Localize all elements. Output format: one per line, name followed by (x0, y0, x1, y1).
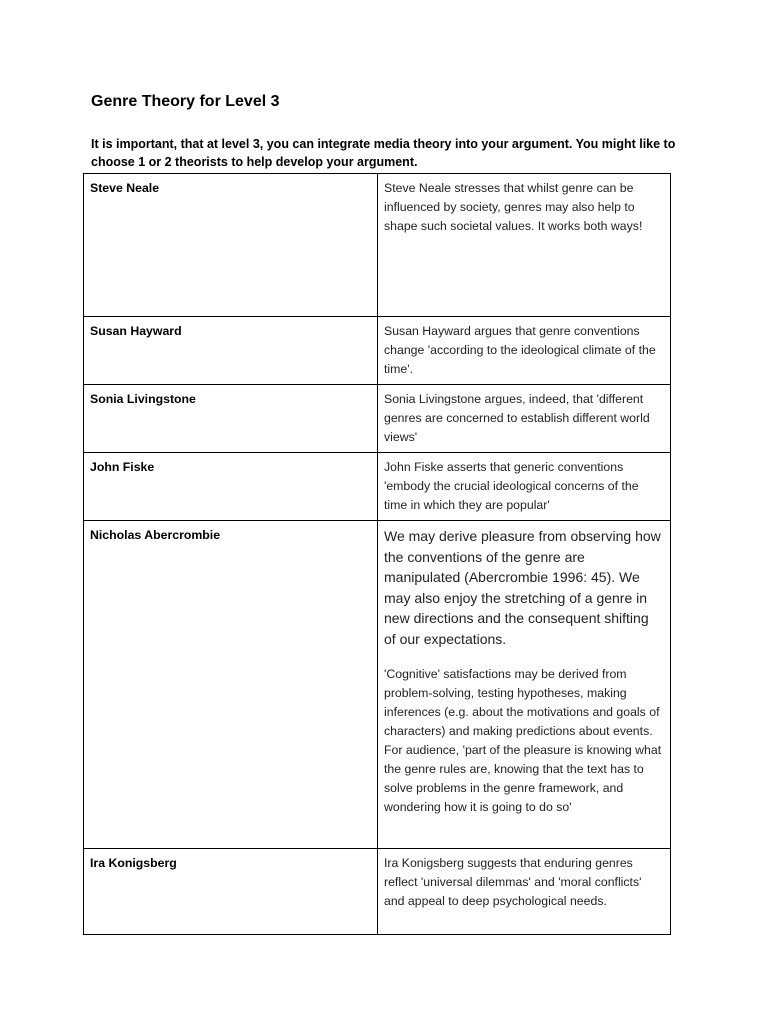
theorist-description: 'Cognitive' satisfactions may be derived from problem-solving, testing hypotheses, making inferences (e.g. about the motivations and goals of characters) and making predictions about events. For audience, 'part of the pleasure is knowing what the genre rules are, knowing that the text has to solve problems in the genre framework, and wondering how it is going to do so' (384, 667, 662, 814)
theorist-description: John Fiske asserts that generic conventions 'embody the crucial ideological concerns of the time in which they are popular' (378, 453, 671, 521)
table-row (84, 385, 671, 453)
table-row (84, 521, 671, 849)
page-title: Genre Theory for Level 3 (91, 93, 280, 110)
theorist-name: Nicholas Abercrombie (84, 521, 378, 849)
table-row (84, 849, 671, 935)
theorist-name: Sonia Livingstone (84, 385, 378, 453)
table-row (84, 453, 671, 521)
theorist-name: Susan Hayward (84, 317, 378, 385)
theorist-description: Steve Neale stresses that whilst genre can be influenced by society, genres may also help to shape such societal values. It works both ways! (378, 174, 671, 317)
theorist-name: John Fiske (84, 453, 378, 521)
theorist-name: Ira Konigsberg (84, 849, 378, 935)
theorist-description: Sonia Livingstone argues, indeed, that 'different genres are concerned to establish different world views' (378, 385, 671, 453)
theorist-description-cell (378, 521, 671, 849)
table-row (84, 174, 671, 317)
theorist-table (83, 173, 671, 935)
table-row (84, 317, 671, 385)
intro-paragraph: It is important, that at level 3, you can integrate media theory into your argument. You might like to choose 1 or 2 theorists to help develop your argument. (91, 137, 676, 169)
theorist-name: Steve Neale (84, 174, 378, 317)
theorist-description-lead: We may derive pleasure from observing how the conventions of the genre are manipulated (Abercrombie 1996: 45). We may also enjoy the stretching of a genre in new directions and the consequent shifting of our expectations. (384, 528, 661, 647)
theorist-description: Susan Hayward argues that genre conventions change 'according to the ideological climate of the time'. (378, 317, 671, 385)
theorist-description: Ira Konigsberg suggests that enduring genres reflect 'universal dilemmas' and 'moral conflicts' and appeal to deep psychological needs. (378, 849, 671, 935)
